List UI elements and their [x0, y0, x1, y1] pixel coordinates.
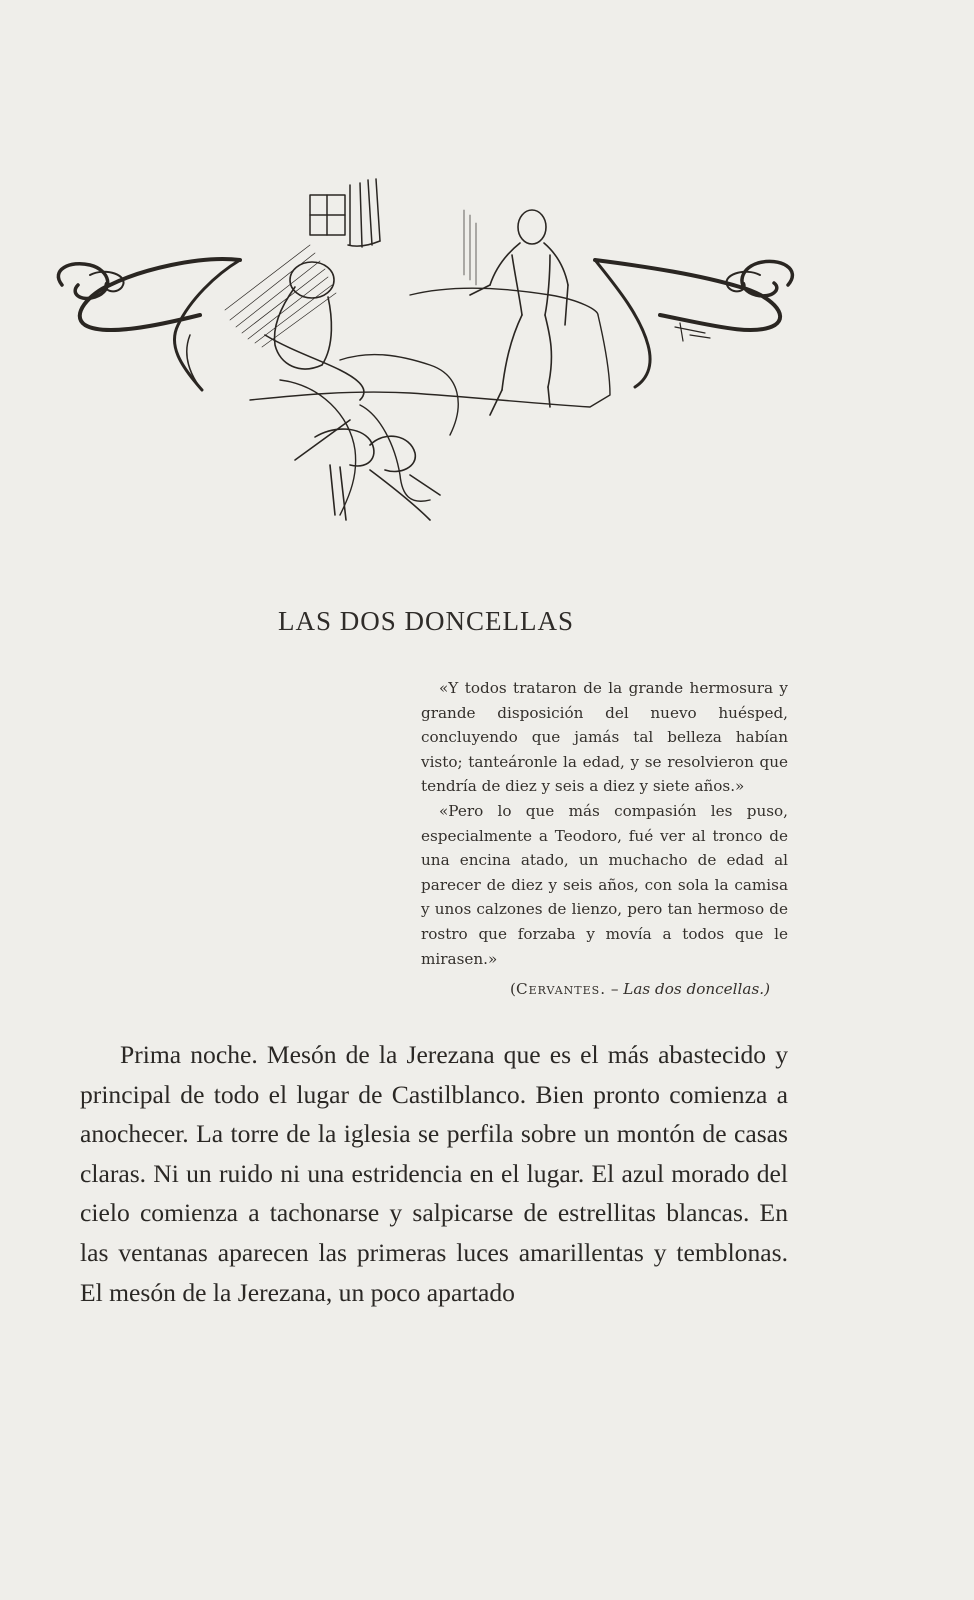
figure-on-bed-right [470, 210, 568, 415]
chapter-title: LAS DOS DONCELLAS [278, 606, 575, 636]
right-flourish-ornament [595, 260, 792, 387]
window-drawing [310, 179, 380, 247]
epigraph [421, 676, 788, 1002]
citation-author: Cervantes. [515, 980, 607, 999]
left-flourish-ornament [58, 259, 240, 390]
citation-dash: – [606, 980, 624, 999]
engraving-illustration [50, 175, 810, 535]
bed-drawing [250, 288, 610, 515]
citation-work: Las dos doncellas. [623, 980, 765, 999]
citation-close: ) [764, 980, 770, 999]
epigraph-paragraph: «Y todos trataron de la grande hermosura y grande disposición del nuevo huésped, concluyendo que jamás tal belleza habían visto; tanteáronle la edad, y se resolvieron que tendría de diez y seis a diez y siete años.» [421, 679, 788, 796]
citation-open: ( [510, 980, 516, 999]
body-paragraph: Prima noche. Mesón de la Jerezana que es el más abastecido y principal de todo el lugar de Castilblanco. Bien pronto comienza a anochecer. La torre de la iglesia se perfila sobre un montón de casas claras. Ni un ruido ni una estridencia en el lugar. El azul morado del cielo comienza a tachonarse y salpicarse de estrellitas blancas. En las ventanas aparecen las primeras luces amarillentas y temblonas. El mesón de la Jerezana, un poco apartado [80, 1040, 788, 1307]
epigraph-citation [421, 977, 788, 1002]
epigraph-paragraph: «Pero lo que más compasión les puso, especialmente a Teodoro, fué ver al tronco de una encina atado, un muchacho de edad al parecer de diez y seis años, con sola la camisa y unos calzones de lienzo, pero tan hermoso de rostro que forzaba y movía a todos que le mirasen.» [421, 801, 788, 968]
hat-and-cane-drawing [295, 420, 440, 520]
body-text [80, 1035, 788, 1312]
seated-figure-left [265, 262, 364, 400]
